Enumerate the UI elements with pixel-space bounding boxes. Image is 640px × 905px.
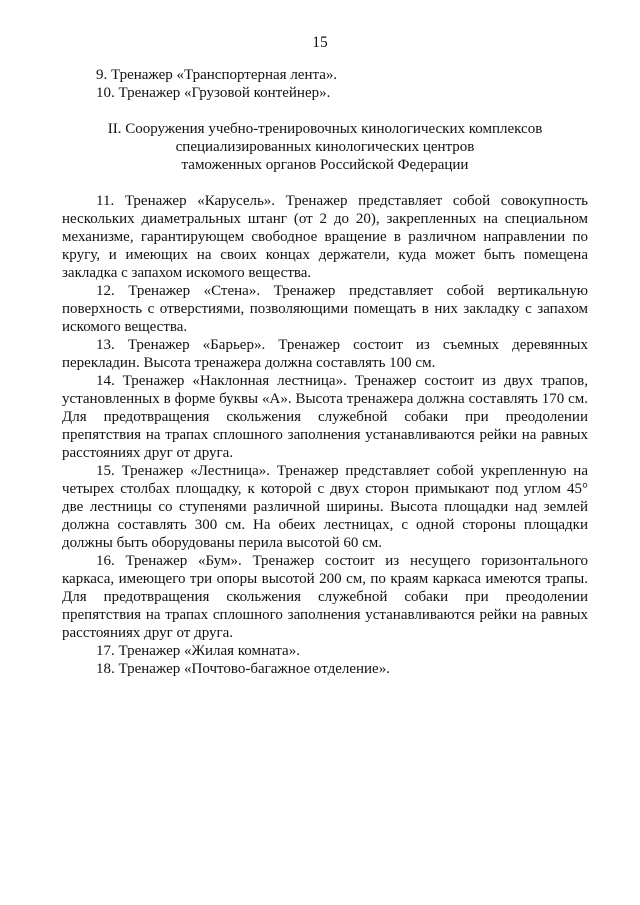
page-number: 15 (312, 34, 328, 51)
paragraph-14: 14. Тренажер «Наклонная лестница». Тренажер состоит из двух трапов, установленных в форме буквы «А». Высота тренажера должна составлять 170 см. Для предотвращения скольжения служебной собаки при преодолении препятствия на трапах сплошного заполнения устанавливаются рейки на равных расстояниях друг от друга. (62, 373, 588, 461)
paragraph-16: 16. Тренажер «Бум». Тренажер состоит из несущего горизонтального каркаса, имеющего три опоры высотой 200 см, по краям каркаса имеются трапы. Для предотвращения скольжения служебной собаки при преодолении препятствия на трапах сплошного заполнения устанавливаются рейки на равных расстояниях друг от друга. (62, 553, 588, 641)
paragraph-15: 15. Тренажер «Лестница». Тренажер представляет собой укрепленную на четырех столбах площадку, к которой с двух сторон примыкают под углом 45° две лестницы со ступенями различной ширины. Высота площадки над землей должна составлять 300 см. На обеих лестницах, с одной стороны площадки должны быть оборудованы перила высотой 60 см. (62, 463, 588, 551)
document-body (62, 66, 588, 678)
section-heading-line-2: специализированных кинологических центров (175, 139, 475, 155)
section-heading (62, 120, 588, 174)
section-heading-line-3: таможенных органов Российской Федерации (181, 157, 469, 173)
paragraph-11: 11. Тренажер «Карусель». Тренажер представляет собой совокупность нескольких диаметральных штанг (от 2 до 20), закрепленных на специальном механизме, гарантирующем свободное вращение в различном направлении по кругу, и имеющих на своих концах держатели, куда может быть помещена закладка с запахом искомого вещества. (62, 193, 588, 281)
section-heading-line-1: II. Сооружения учебно-тренировочных кинологических комплексов (107, 121, 543, 137)
list-item-9: 9. Тренажер «Транспортерная лента». (96, 67, 338, 83)
paragraph-17: 17. Тренажер «Жилая комната». (96, 643, 300, 659)
list-item-10: 10. Тренажер «Грузовой контейнер». (96, 85, 331, 101)
paragraph-18: 18. Тренажер «Почтово-багажное отделение». (96, 661, 390, 677)
paragraph-13: 13. Тренажер «Барьер». Тренажер состоит из съемных деревянных перекладин. Высота тренажера должна составлять 100 см. (62, 337, 588, 371)
paragraph-12: 12. Тренажер «Стена». Тренажер представляет собой вертикальную поверхность с отверстиями, позволяющими помещать в них закладку с запахом искомого вещества. (62, 283, 588, 335)
